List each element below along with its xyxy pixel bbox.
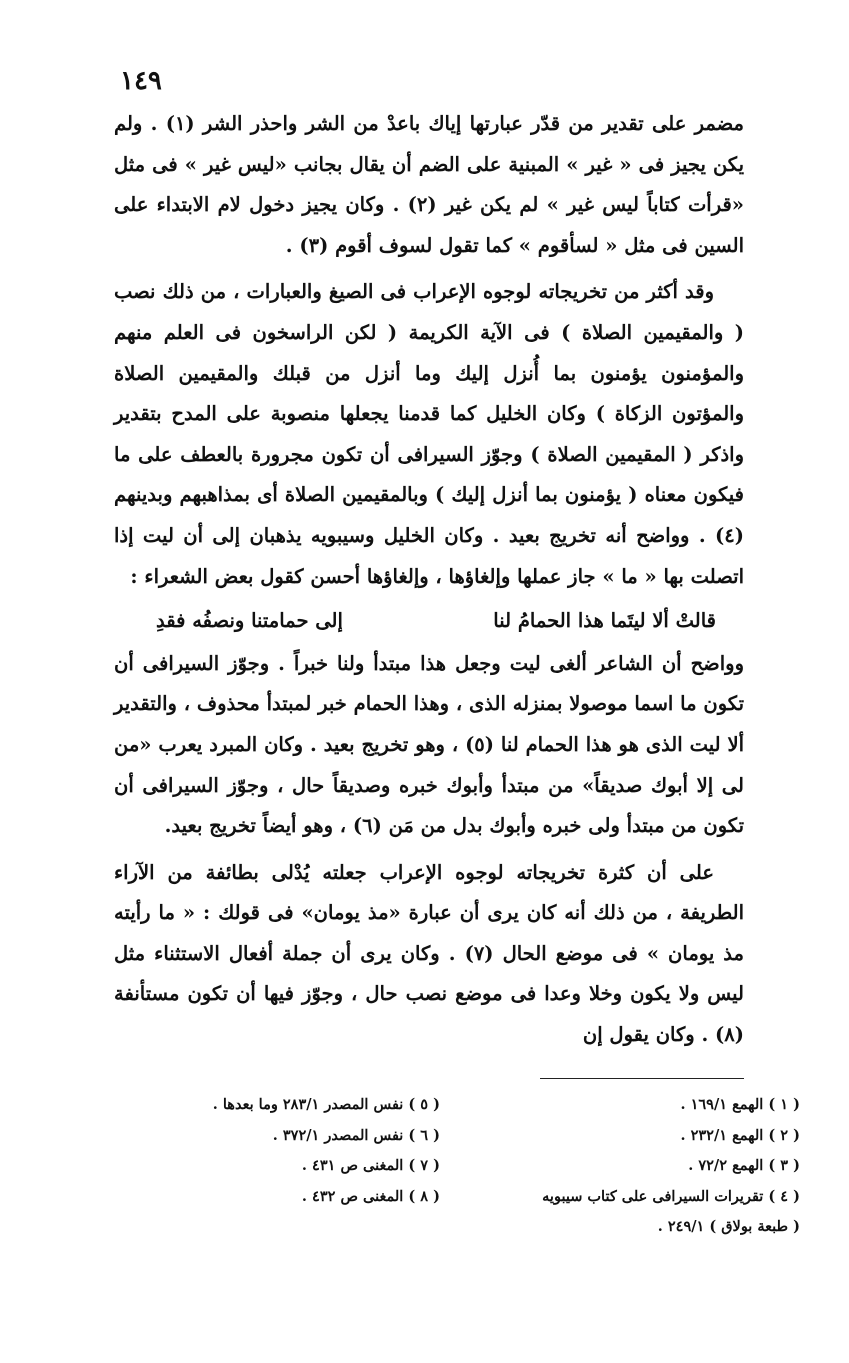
footnote-divider <box>540 1078 744 1079</box>
page-number: ١٤٩ <box>120 66 162 96</box>
footnote: ( ٨ ) المغنى ص ٤٣٢ . <box>301 1187 440 1205</box>
footnote: ( ١ ) الهمع ١٦٩/١ . <box>680 1096 800 1113</box>
footnote: ( ٦ ) نفس المصدر ٣٧٢/١ . <box>272 1126 440 1144</box>
paragraph: على أن كثرة تخريجاته لوجوه الإعراب جعلته يُدْلى بطائفة من الآراء الطريفة ، من ذلك أنه كان يرى أن عبارة «مذ يومان» فى قولك : « ما رأيته مذ يومان » فى موضع الحال (٧) . وكان يرى أن جملة أفعال الاستثناء مثل ليس ولا يكون وخلا وعدا فى موضع نصب حال ، وجوّز فيها أن تكون مستأنفة (٨) . وكان يقول إن <box>114 860 744 1047</box>
footnote: ( ٣ ) الهمع ٧٢/٢ . <box>688 1157 800 1174</box>
main-text <box>114 104 744 1056</box>
paragraph: وواضح أن الشاعر ألغى ليت وجعل هذا مبتدأ ولنا خبراً . وجوّز السيرافى أن تكون ما اسما موصولا بمنزله الذى ، وهذا الحمام خبر لمبتدأ محذوف ، والتقدير ألا ليت الذى هو هذا الحمام لنا (٥) ، وهو تخريج بعيد . وكان المبرد يعرب «من لى إلا أبوك صديقاً» من مبتدأ وأبوك خبره وصديقاً حال ، وجوّز السيرافى أن تكون من مبتدأ ولى خبره وأبوك بدل من مَن (٦) ، وهو أيضاً تخريج بعيد. <box>114 651 744 838</box>
poetry-verse <box>156 601 744 642</box>
footnotes-column-left <box>150 1090 440 1243</box>
footnote: ( ٧ ) المغنى ص ٤٣١ . <box>301 1157 440 1174</box>
footnote: ( ٤ ) تقريرات السيرافى على كتاب سيبويه <box>542 1187 800 1205</box>
footnote: ( ٢ ) الهمع ٢٣٢/١ . <box>680 1126 800 1144</box>
footnote: ( طبعة بولاق ) ٢٤٩/١ . <box>657 1218 800 1235</box>
verse-hemistich-first: قالتْ ألا ليتَما هذا الحمامُ لنا <box>493 609 716 633</box>
footnote: ( ٥ ) نفس المصدر ٢٨٣/١ وما بعدها . <box>212 1096 440 1113</box>
footnotes <box>150 1090 800 1243</box>
footnotes-column-right <box>470 1090 800 1243</box>
paragraph: وقد أكثر من تخريجاته لوجوه الإعراب فى الصيغ والعبارات ، من ذلك نصب ( والمقيمين الصلاة ) فى الآية الكريمة ( لكن الراسخون فى العلم منهم والمؤمنون يؤمنون بما أُنزل إليك وما أنزل من قبلك والمقيمين الصلاة والمؤتون الزكاة ) وكان الخليل كما قدمنا يجعلها منصوبة على المدح بتقدير واذكر ( المقيمين الصلاة ) وجوّز السيرافى أن تكون مجرورة بالعطف على ما فيكون معناه ( يؤمنون بما أنزل إليك ) وبالمقيمين الصلاة أى بمذاهبهم وبدينهم (٤) . وواضح أنه تخريج بعيد . وكان الخليل وسيبويه يذهبان إلى أن ليت إذا اتصلت بها « ما » جاز عملها وإلغاؤها ، وإلغاؤها أحسن كقول بعض الشعراء : <box>114 280 744 588</box>
verse-hemistich-second: إلى حمامتنا ونصفُه فقدِ <box>156 609 343 633</box>
paragraph: مضمر على تقدير من قدّر عبارتها إياك باعدْ من الشر واحذر الشر (١) . ولم يكن يجيز فى « غير » المبنية على الضم أن يقال بجانب «ليس غير » فى مثل «قرأت كتاباً ليس غير » لم يكن غير (٢) . وكان يجيز دخول لام الابتداء على السين فى مثل « لسأقوم » كما تقول لسوف أقوم (٣) . <box>114 112 745 257</box>
